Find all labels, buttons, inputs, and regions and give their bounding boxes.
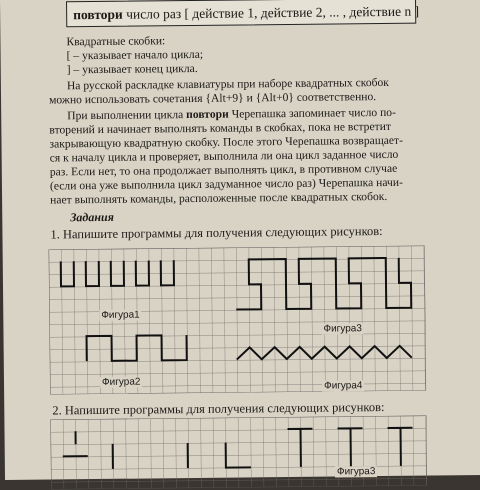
para2-keyword: повтори (186, 107, 229, 122)
para2-line3: ся к началу цикла и проверяет, выполнила ли она цикл заданное число (49, 147, 399, 165)
task2-grid (50, 416, 427, 490)
figure4-label: Фигура4 (324, 380, 363, 392)
brackets-title: Квадратные скобки: (66, 34, 166, 49)
para2-line6: нает выполнять команды, расположенные после квадратных скобок. (50, 189, 388, 207)
para2-line5: (если она уже выполнила цикл задуманное число раз) Черепашка начи- (49, 175, 403, 193)
figure2-label: Фигура2 (101, 376, 141, 388)
task2-text: 2. Напишите программы для получения следующих рисунков: (52, 399, 385, 418)
loop-syntax-box (66, 0, 420, 27)
tasks-title: Задания (70, 209, 114, 225)
task2-figure3-label: Фигура3 (336, 466, 376, 478)
para1-line2: можно использовать сочетания {Alt+9} и {Alt+0} соответственно. (48, 90, 377, 107)
para2-line2: закрывающую квадратную скобку. После этого Черепашка возвращает- (49, 133, 403, 151)
task1-text: 1. Напишите программы для получения следующих рисунков: (50, 224, 383, 242)
loop-syntax-rest: число раз [ действие 1, действие 2, ... , действие n ] (122, 3, 420, 22)
grid2-background (50, 416, 427, 490)
bracket-open-desc: [ – указывает начало цикла; (66, 47, 204, 63)
para1-line1: На русской раскладке клавиатуры при наборе квадратных скобок (66, 75, 389, 93)
para2-line1: вторений и начинает выполнять команды в скобках, пока не встретит (49, 119, 392, 137)
para2-lead: При выполнении цикла (67, 108, 187, 123)
para2-line4: раз. Если нет, то она продолжает выполнять цикл, в противном случае (49, 161, 398, 179)
bracket-close-desc: ] – указывает конец цикла. (66, 61, 198, 77)
figure3-label: Фигура3 (323, 323, 362, 335)
figure1-label: Фигура1 (101, 309, 140, 321)
keyword-repeat: повтори (73, 6, 123, 23)
para2-rest: Черепашка запоминает число по- (228, 105, 397, 121)
